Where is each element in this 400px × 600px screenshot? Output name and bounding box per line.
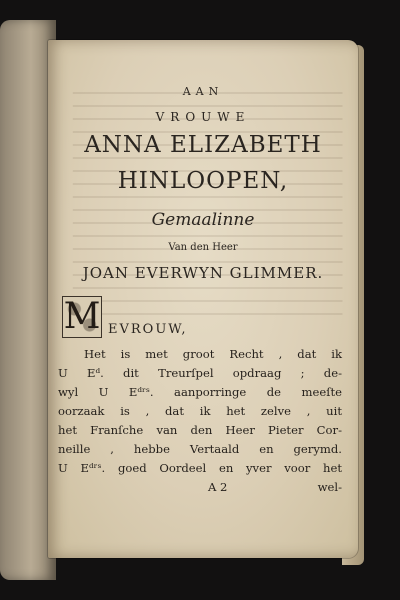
letter-line: U Eᵈʳˢ. goed Oordeel en yver voor het <box>58 461 342 475</box>
dedication-aan: AAN <box>182 85 224 98</box>
page-footer <box>58 478 342 497</box>
dedication-gemaalinne: Gemaalinne <box>151 210 255 230</box>
salutation: EVROUW, <box>108 322 188 337</box>
letter-line: Het is met groot Recht , dat ik <box>84 347 342 361</box>
letter-line: neille , hebbe Vertaald en gerymd. <box>58 442 342 456</box>
letter-line: oorzaak is , dat ik het zelve , uit <box>58 404 342 418</box>
dedication-vrouwe: VROUWE <box>155 110 251 124</box>
letter-line: het Franſche van den Heer Pieter Cor- <box>58 423 342 437</box>
letter-line: wyl U Eᵈʳˢ. aanporringe de meeſte <box>58 385 342 399</box>
letter-body <box>58 345 342 497</box>
book-page <box>48 40 358 558</box>
catchword: wel- <box>317 480 342 494</box>
dedication-husband: JOAN EVERWYN GLIMMER. <box>82 264 324 282</box>
dedication-name-line1: ANNA ELIZABETH <box>84 132 322 158</box>
dedication-name-line2: HINLOOPEN, <box>117 168 289 194</box>
dedication-van-den-heer: Van den Heer <box>168 242 238 253</box>
letter-line: U Eᵈ. dit Treurſpel opdraag ; de- <box>58 366 342 380</box>
signature-mark: A 2 <box>208 480 228 494</box>
decorated-initial: M <box>63 296 101 337</box>
